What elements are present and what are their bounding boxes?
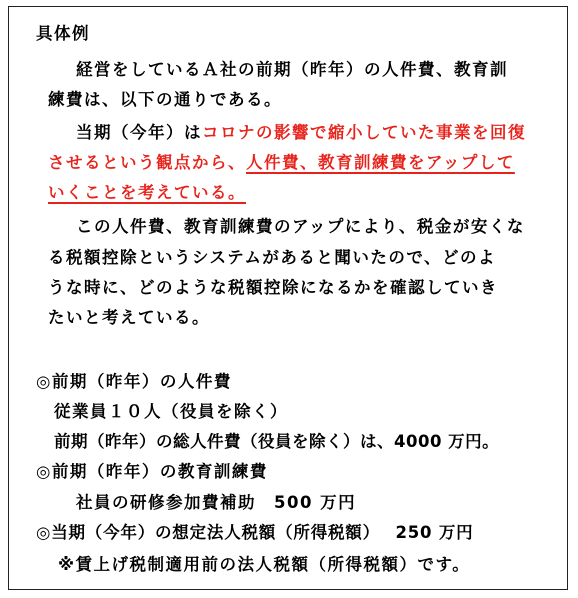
employee-count: 従業員１０人（役員を除く） <box>54 402 288 421</box>
tax-note: ※賃上げ税制適用前の法人税額（所得税額）です。 <box>58 555 471 574</box>
highlight-text: コロナの影響で縮小していた事業を回復 <box>202 123 526 142</box>
paragraph-2-line-1 <box>76 123 526 143</box>
paragraph-2-line-3 <box>48 183 246 203</box>
section-title-labor-cost: ◎前期（昨年）の人件費 <box>36 372 232 391</box>
highlight-text: させるという観点から、 <box>48 153 246 172</box>
paragraph-3-line-3: うな時に、どのような税額控除になるかを確認していき <box>48 278 498 297</box>
paragraph-3-line-1: この人件費、教育訓練費のアップにより、税金が安くな <box>76 217 525 236</box>
paragraph-3-line-2: る税額控除というシステムがあると聞いたので、どのよ <box>48 248 497 267</box>
highlight-underlined-text: いくことを考えている。 <box>48 183 246 202</box>
highlight-underlined-text: 人件費、教育訓練費をアップして <box>246 153 515 172</box>
total-labor-cost: 前期（昨年）の総人件費（役員を除く）は、4000 万円。 <box>54 432 500 451</box>
paragraph-1-line-2: 練費は、以下の通りである。 <box>48 90 282 109</box>
section-title-training-cost: ◎前期（昨年）の教育訓練費 <box>36 462 268 481</box>
paragraph-3-line-4: たいと考えている。 <box>48 308 210 327</box>
paragraph-2-line-2 <box>48 153 515 173</box>
paragraph-1-line-1: 経営をしているＡ社の前期（昨年）の人件費、教育訓 <box>76 60 508 79</box>
training-subsidy: 社員の研修参加費補助 500 万円 <box>76 493 357 512</box>
section-title-tax: ◎当期（今年）の想定法人税額（所得税額） 250 万円 <box>36 523 474 542</box>
paragraph-2-lead: 当期（今年）は <box>76 123 202 142</box>
heading: 具体例 <box>36 24 90 43</box>
